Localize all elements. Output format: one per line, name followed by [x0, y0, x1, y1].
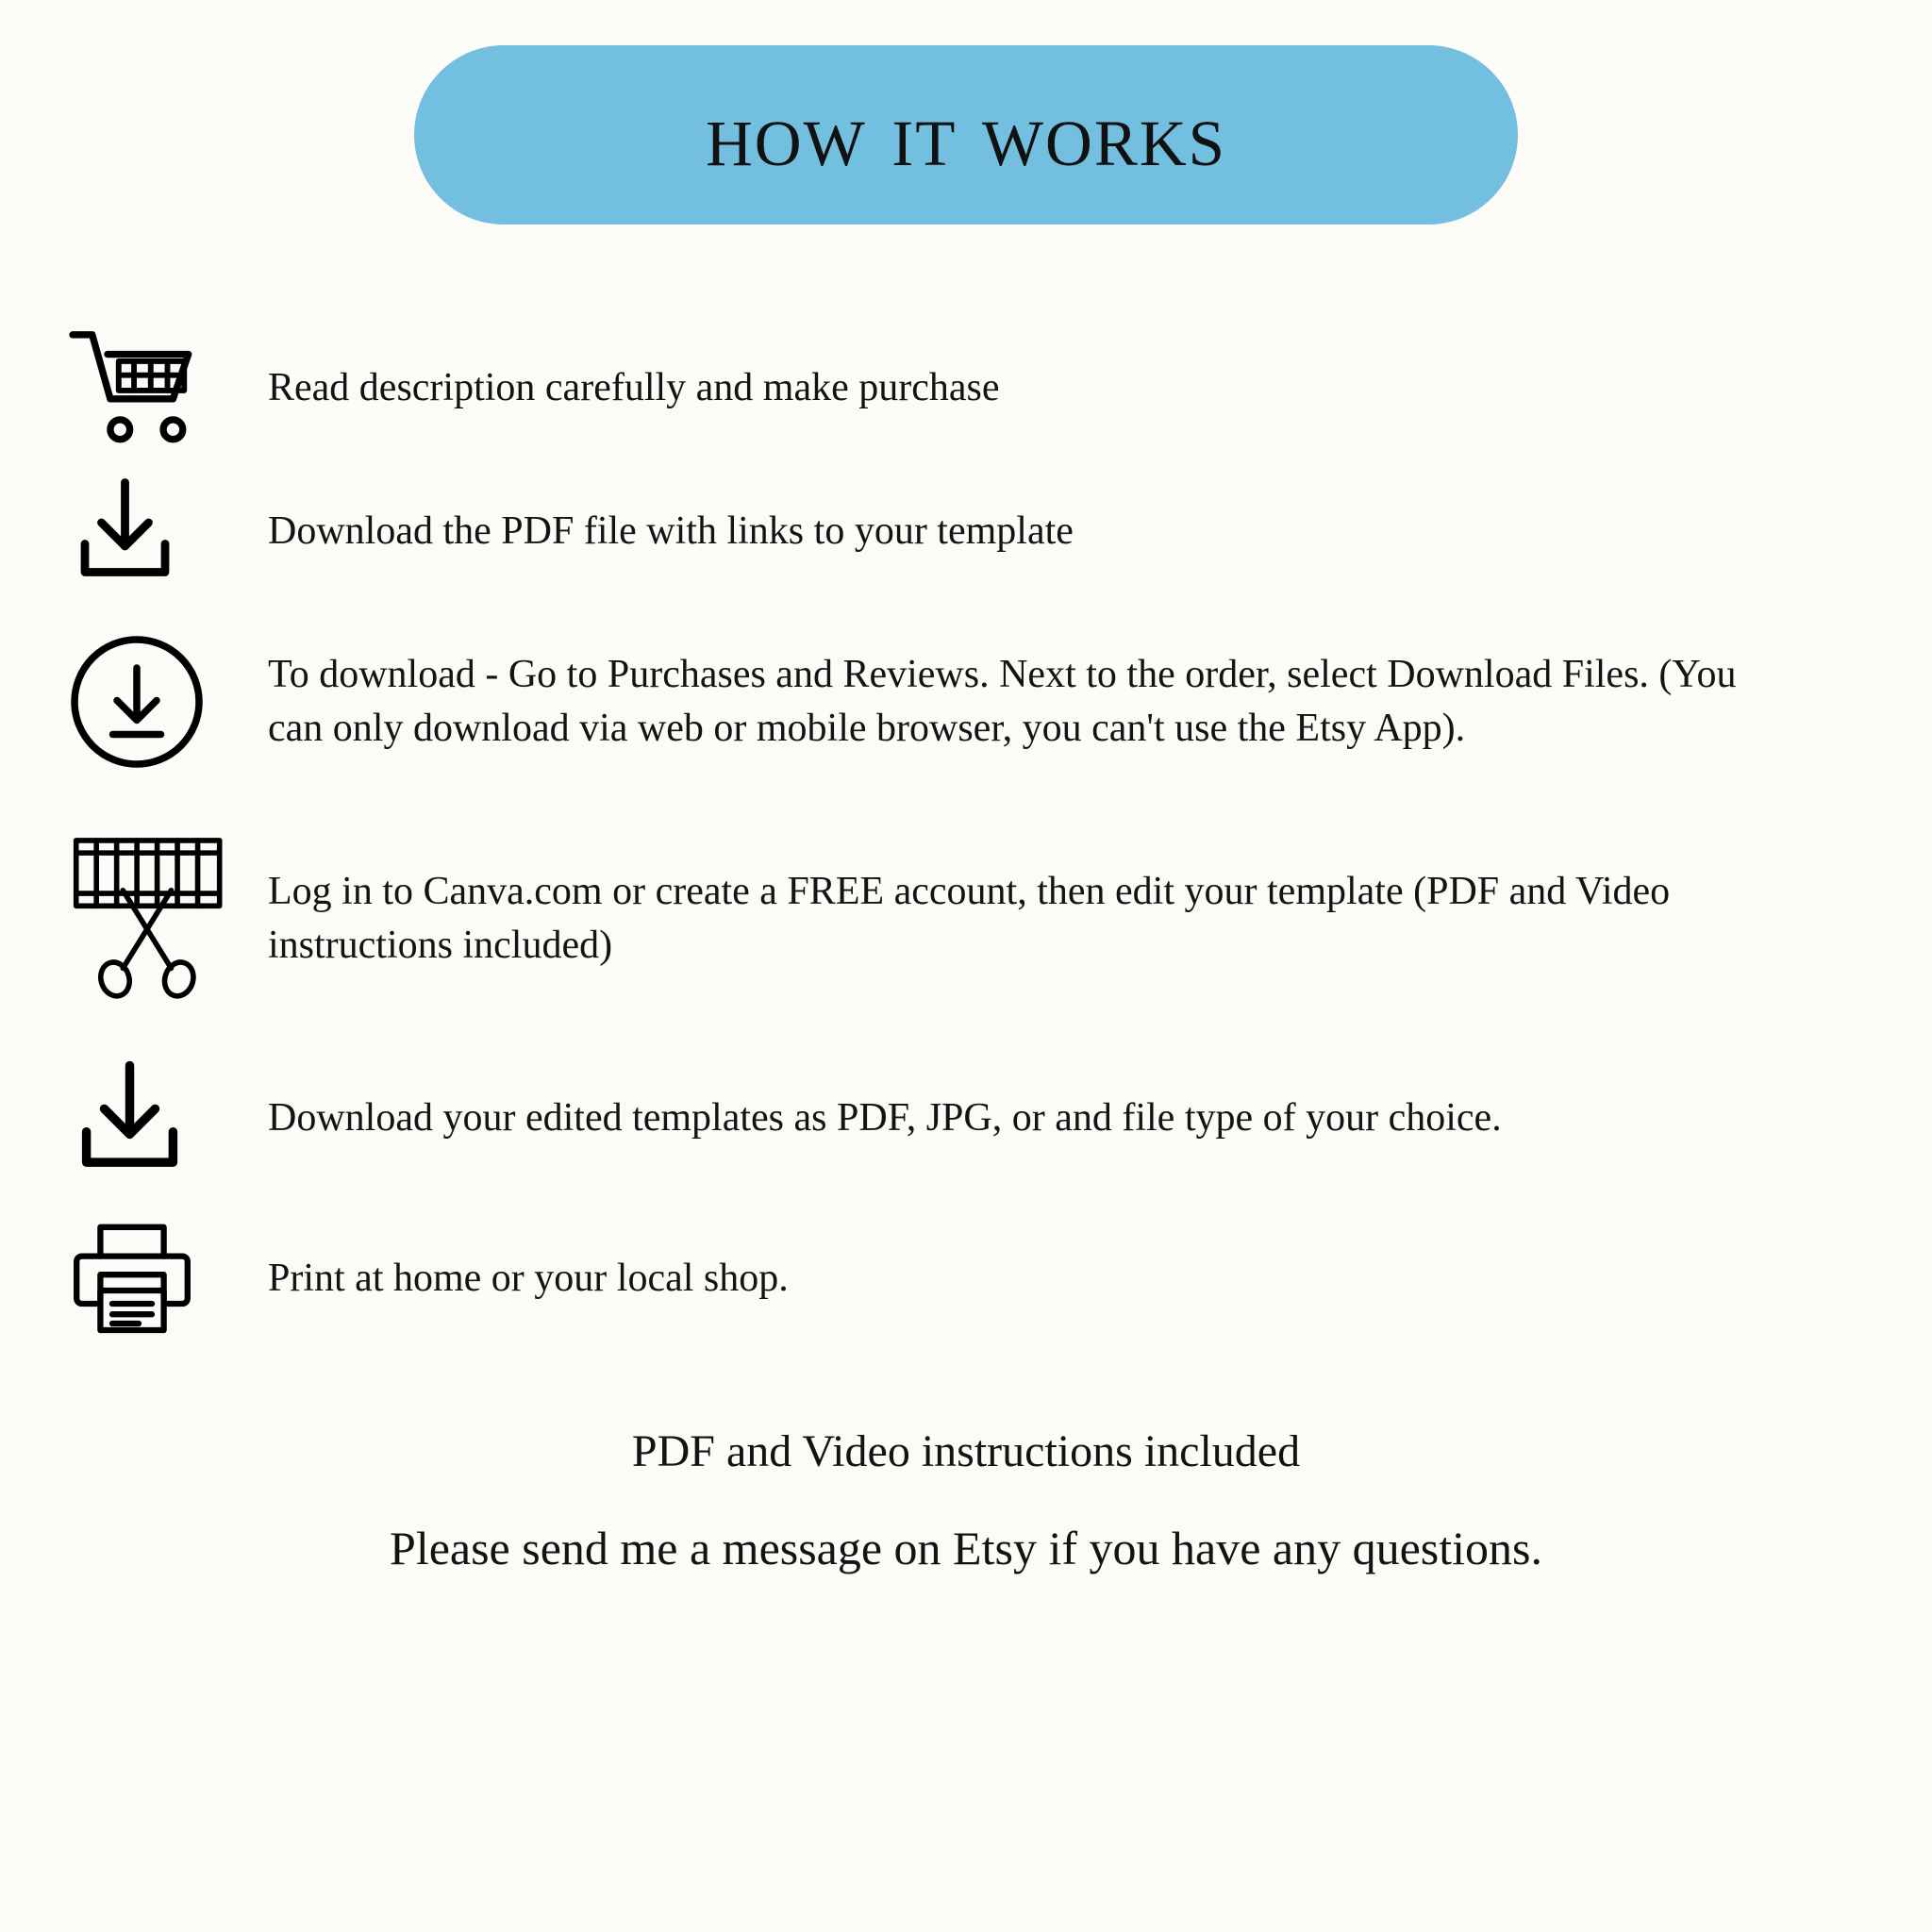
list-item: [66, 1199, 1857, 1355]
step-text: Print at home or your local shop.: [268, 1257, 789, 1301]
step-text: Download the PDF file with links to your template: [268, 508, 1074, 553]
list-item: [66, 1034, 1857, 1199]
step-text: Download your edited templates as PDF, JPG, or and file type of your choice.: [268, 1096, 1502, 1141]
steps-list: [0, 317, 1932, 1355]
footer-region: [0, 1425, 1932, 1575]
list-item: [66, 803, 1857, 1034]
footer-instructions-note: PDF and Video instructions included: [631, 1426, 1301, 1476]
step-text: To download - Go to Purchases and Reviews. Next to the order, select Download Files. (You can only download via web or mobile browser, you can't use the Etsy App).: [268, 652, 1737, 750]
step-text: Log in to Canva.com or create a FREE account, then edit your template (PDF and Video instructions included): [268, 869, 1671, 967]
printer-icon: [66, 1211, 245, 1343]
shopping-cart-icon: [66, 326, 245, 449]
header-region: [0, 0, 1932, 225]
download-tray-icon: [66, 471, 245, 589]
list-item: [66, 600, 1857, 803]
step-text: Read description carefully and make purchase: [268, 365, 1000, 409]
header-pill: [414, 45, 1518, 225]
download-tray-icon: [66, 1053, 245, 1180]
footer-contact-note: Please send me a message on Etsy if you have any questions.: [390, 1522, 1542, 1574]
list-item: [66, 458, 1857, 600]
download-circle-icon: [66, 631, 245, 773]
list-item: [66, 317, 1857, 458]
film-strip-scissors-icon: [66, 831, 245, 1006]
page-title: how it works: [705, 84, 1227, 186]
